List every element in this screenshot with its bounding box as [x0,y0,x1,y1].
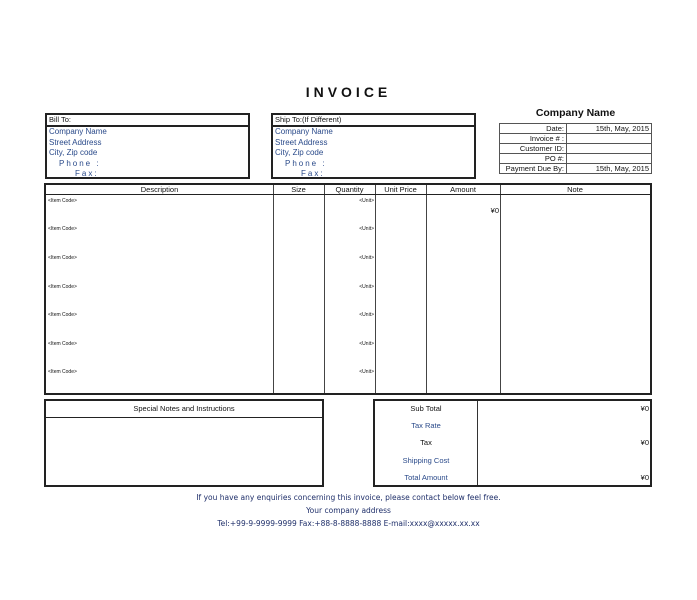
ship-to-city[interactable]: City, Zip code [275,148,324,157]
special-notes-box [44,399,324,487]
meta-row-payment-due [500,164,652,174]
item-unit[interactable]: <Unit> [359,341,374,347]
meta-row-invoice-number [500,134,652,144]
meta-value[interactable] [567,154,652,164]
subtotal-label: Sub Total [410,404,442,413]
meta-label: Date: [500,124,567,134]
item-unit[interactable]: <Unit> [359,255,374,261]
footer-address: Your company address [306,506,391,515]
shipping-cost-label: Shipping Cost [402,456,450,465]
col-divider [273,185,274,393]
ship-to-phone[interactable]: Phone : [285,158,327,168]
header-note: Note [567,185,583,194]
item-unit[interactable]: <Unit> [359,198,374,204]
totals-box [373,399,652,487]
ship-to-box [271,113,476,179]
footer-enquiry-text: If you have any enquiries concerning this invoice, please contact below feel free. [196,493,501,502]
ship-to-header: Ship To:(If Different) [273,115,474,127]
bill-to-box [45,113,250,179]
header-quantity: Quantity [335,185,364,194]
col-divider [426,185,427,393]
subtotal-value: ¥0 [640,404,649,413]
bill-to-city[interactable]: City, Zip code [49,148,98,157]
meta-label: Invoice # : [500,134,567,144]
tax-value: ¥0 [640,438,649,447]
item-code[interactable]: <Item Code> [48,255,77,261]
item-unit[interactable]: <Unit> [359,284,374,290]
header-amount: Amount [450,185,476,194]
item-code[interactable]: <Item Code> [48,341,77,347]
meta-row-date [500,124,652,134]
item-code[interactable]: <Item Code> [48,369,77,375]
meta-value[interactable]: 15th, May, 2015 [567,164,652,174]
meta-row-customer-id [500,144,652,154]
item-code[interactable]: <Item Code> [48,198,77,204]
meta-value[interactable] [567,144,652,154]
col-divider [375,185,376,393]
total-amount-value: ¥0 [640,473,649,482]
total-amount-label: Total Amount [404,473,448,482]
bill-to-phone[interactable]: Phone : [59,158,101,168]
bill-to-company[interactable]: Company Name [49,127,107,136]
ship-to-company[interactable]: Company Name [275,127,333,136]
special-notes-area[interactable] [46,418,322,484]
ship-to-street[interactable]: Street Address [275,137,328,147]
meta-label: Payment Due By: [500,164,567,174]
item-code[interactable]: <Item Code> [48,226,77,232]
item-unit[interactable]: <Unit> [359,369,374,375]
special-notes-header: Special Notes and Instructions [46,401,322,418]
meta-value[interactable] [567,134,652,144]
items-table [44,183,652,395]
invoice-meta-table [499,123,652,174]
tax-rate-label: Tax Rate [411,421,441,430]
meta-row-po-number [500,154,652,164]
bill-to-header: Bill To: [47,115,248,127]
header-unit-price: Unit Price [384,185,417,194]
col-divider [324,185,325,393]
meta-label: Customer ID: [500,144,567,154]
header-description: Description [140,185,179,194]
company-name: Company Name [535,107,616,119]
bill-to-street[interactable]: Street Address [49,137,102,147]
meta-value[interactable]: 15th, May, 2015 [567,124,652,134]
item-code[interactable]: <Item Code> [48,312,77,318]
item-unit[interactable]: <Unit> [359,226,374,232]
invoice-title: INVOICE [305,84,392,100]
items-header-row [46,185,650,195]
ship-to-fax[interactable]: Fax: [301,169,325,178]
header-size: Size [291,185,306,194]
footer-contact: Tel:+99-9-9999-9999 Fax:+88-8-8888-8888 E-mail:xxxx@xxxxx.xx.xx [217,519,480,528]
item-amount: ¥0 [490,206,499,215]
bill-to-fax[interactable]: Fax: [75,169,99,178]
item-code[interactable]: <Item Code> [48,284,77,290]
item-unit[interactable]: <Unit> [359,312,374,318]
col-divider [500,185,501,393]
tax-label: Tax [420,438,432,447]
totals-divider [477,401,478,485]
meta-label: PO #: [500,154,567,164]
